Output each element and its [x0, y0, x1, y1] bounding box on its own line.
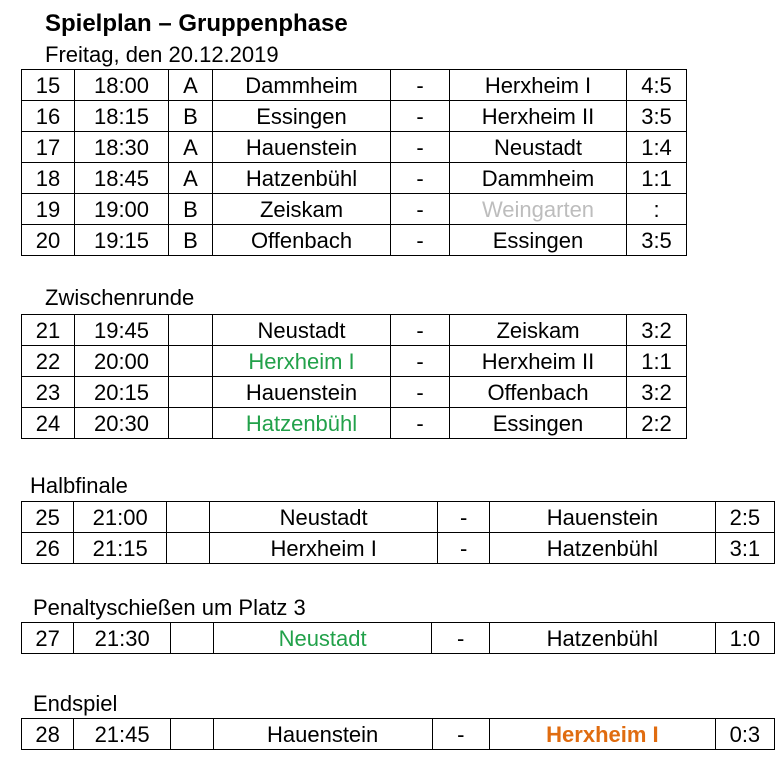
- group-letter: B: [169, 225, 213, 256]
- away-team: Essingen: [450, 225, 627, 256]
- away-team: Dammheim: [450, 163, 627, 194]
- score: 0:3: [715, 719, 774, 750]
- separator: -: [391, 163, 450, 194]
- group-letter: A: [169, 132, 213, 163]
- endspiel-table: [21, 718, 775, 750]
- group-letter: B: [169, 101, 213, 132]
- match-number: 19: [22, 194, 75, 225]
- match-time: 18:30: [75, 132, 169, 163]
- separator: -: [391, 346, 450, 377]
- score: 2:2: [627, 408, 687, 439]
- match-time: 19:45: [75, 315, 169, 346]
- score: 1:1: [627, 163, 687, 194]
- match-number: 27: [22, 623, 74, 654]
- away-team: Hatzenbühl: [489, 623, 715, 654]
- score: 1:1: [627, 346, 687, 377]
- match-number: 16: [22, 101, 75, 132]
- match-time: 20:30: [75, 408, 169, 439]
- table-row: [22, 70, 687, 101]
- score: 3:5: [627, 101, 687, 132]
- away-team: Herxheim I: [490, 719, 716, 750]
- group-letter: [167, 502, 210, 533]
- separator: -: [438, 502, 490, 533]
- home-team: Hauenstein: [213, 132, 391, 163]
- table-row: [22, 533, 775, 564]
- date-label: Freitag, den 20.12.2019: [45, 42, 279, 67]
- match-number: 24: [22, 408, 75, 439]
- match-number: 21: [22, 315, 75, 346]
- table-row: [22, 315, 687, 346]
- away-team: Herxheim I: [450, 70, 627, 101]
- home-team: Hatzenbühl: [213, 163, 391, 194]
- home-team: Essingen: [213, 101, 391, 132]
- match-time: 19:15: [75, 225, 169, 256]
- platz3-table: [21, 622, 775, 654]
- page-title: Spielplan – Gruppenphase: [45, 10, 348, 37]
- section-label-halbfinale: Halbfinale: [30, 473, 128, 498]
- table-row: [22, 719, 775, 750]
- separator: -: [391, 132, 450, 163]
- home-team: Neustadt: [213, 315, 391, 346]
- separator: -: [391, 377, 450, 408]
- section-label-platz3: Penaltyschießen um Platz 3: [33, 595, 306, 620]
- home-team: Hauenstein: [213, 719, 432, 750]
- score: 3:1: [715, 533, 774, 564]
- match-number: 20: [22, 225, 75, 256]
- table-row: [22, 377, 687, 408]
- away-team: Neustadt: [450, 132, 627, 163]
- home-team: Herxheim I: [209, 533, 437, 564]
- match-time: 21:30: [74, 623, 171, 654]
- separator: -: [438, 533, 490, 564]
- group-letter: [169, 408, 213, 439]
- match-number: 17: [22, 132, 75, 163]
- section-label-zwischenrunde: Zwischenrunde: [45, 285, 195, 310]
- score: 3:5: [627, 225, 687, 256]
- match-time: 21:15: [74, 533, 167, 564]
- separator: -: [391, 101, 450, 132]
- group-letter: [171, 623, 214, 654]
- halbfinale-table: [21, 501, 775, 564]
- home-team: Offenbach: [213, 225, 391, 256]
- home-team: Neustadt: [209, 502, 437, 533]
- score: 1:4: [627, 132, 687, 163]
- score: 1:0: [715, 623, 774, 654]
- away-team: Essingen: [450, 408, 627, 439]
- home-team: Herxheim I: [213, 346, 391, 377]
- section-label-endspiel: Endspiel: [33, 691, 118, 716]
- table-row: [22, 101, 687, 132]
- home-team: Hatzenbühl: [213, 408, 391, 439]
- table-row: [22, 132, 687, 163]
- score: :: [627, 194, 687, 225]
- home-team: Neustadt: [213, 623, 431, 654]
- score: 4:5: [627, 70, 687, 101]
- match-number: 23: [22, 377, 75, 408]
- match-number: 22: [22, 346, 75, 377]
- match-number: 25: [22, 502, 74, 533]
- group-letter: [170, 719, 213, 750]
- table-row: [22, 623, 775, 654]
- match-time: 20:15: [75, 377, 169, 408]
- group-phase-table: [21, 69, 687, 256]
- away-team: Offenbach: [450, 377, 627, 408]
- separator: -: [391, 225, 450, 256]
- away-team: Zeiskam: [450, 315, 627, 346]
- separator: -: [391, 70, 450, 101]
- home-team: Dammheim: [213, 70, 391, 101]
- group-letter: [169, 346, 213, 377]
- match-number: 15: [22, 70, 75, 101]
- separator: -: [432, 623, 490, 654]
- match-time: 18:45: [75, 163, 169, 194]
- group-letter: A: [169, 163, 213, 194]
- match-time: 18:15: [75, 101, 169, 132]
- score: 2:5: [715, 502, 774, 533]
- match-time: 18:00: [75, 70, 169, 101]
- table-row: [22, 502, 775, 533]
- zwischenrunde-table: [21, 314, 687, 439]
- away-team: Herxheim II: [450, 101, 627, 132]
- match-time: 19:00: [75, 194, 169, 225]
- table-row: [22, 225, 687, 256]
- score: 3:2: [627, 377, 687, 408]
- match-time: 21:45: [74, 719, 171, 750]
- home-team: Hauenstein: [213, 377, 391, 408]
- table-row: [22, 163, 687, 194]
- away-team: Weingarten: [450, 194, 627, 225]
- group-letter: B: [169, 194, 213, 225]
- score: 3:2: [627, 315, 687, 346]
- away-team: Hauenstein: [490, 502, 716, 533]
- group-letter: [169, 315, 213, 346]
- home-team: Zeiskam: [213, 194, 391, 225]
- table-row: [22, 194, 687, 225]
- match-number: 28: [22, 719, 74, 750]
- match-number: 26: [22, 533, 74, 564]
- group-letter: A: [169, 70, 213, 101]
- table-row: [22, 408, 687, 439]
- table-row: [22, 346, 687, 377]
- separator: -: [391, 194, 450, 225]
- group-letter: [169, 377, 213, 408]
- match-time: 21:00: [74, 502, 167, 533]
- match-time: 20:00: [75, 346, 169, 377]
- group-letter: [167, 533, 210, 564]
- away-team: Herxheim II: [450, 346, 627, 377]
- match-number: 18: [22, 163, 75, 194]
- separator: -: [391, 315, 450, 346]
- away-team: Hatzenbühl: [490, 533, 716, 564]
- separator: -: [391, 408, 450, 439]
- separator: -: [432, 719, 490, 750]
